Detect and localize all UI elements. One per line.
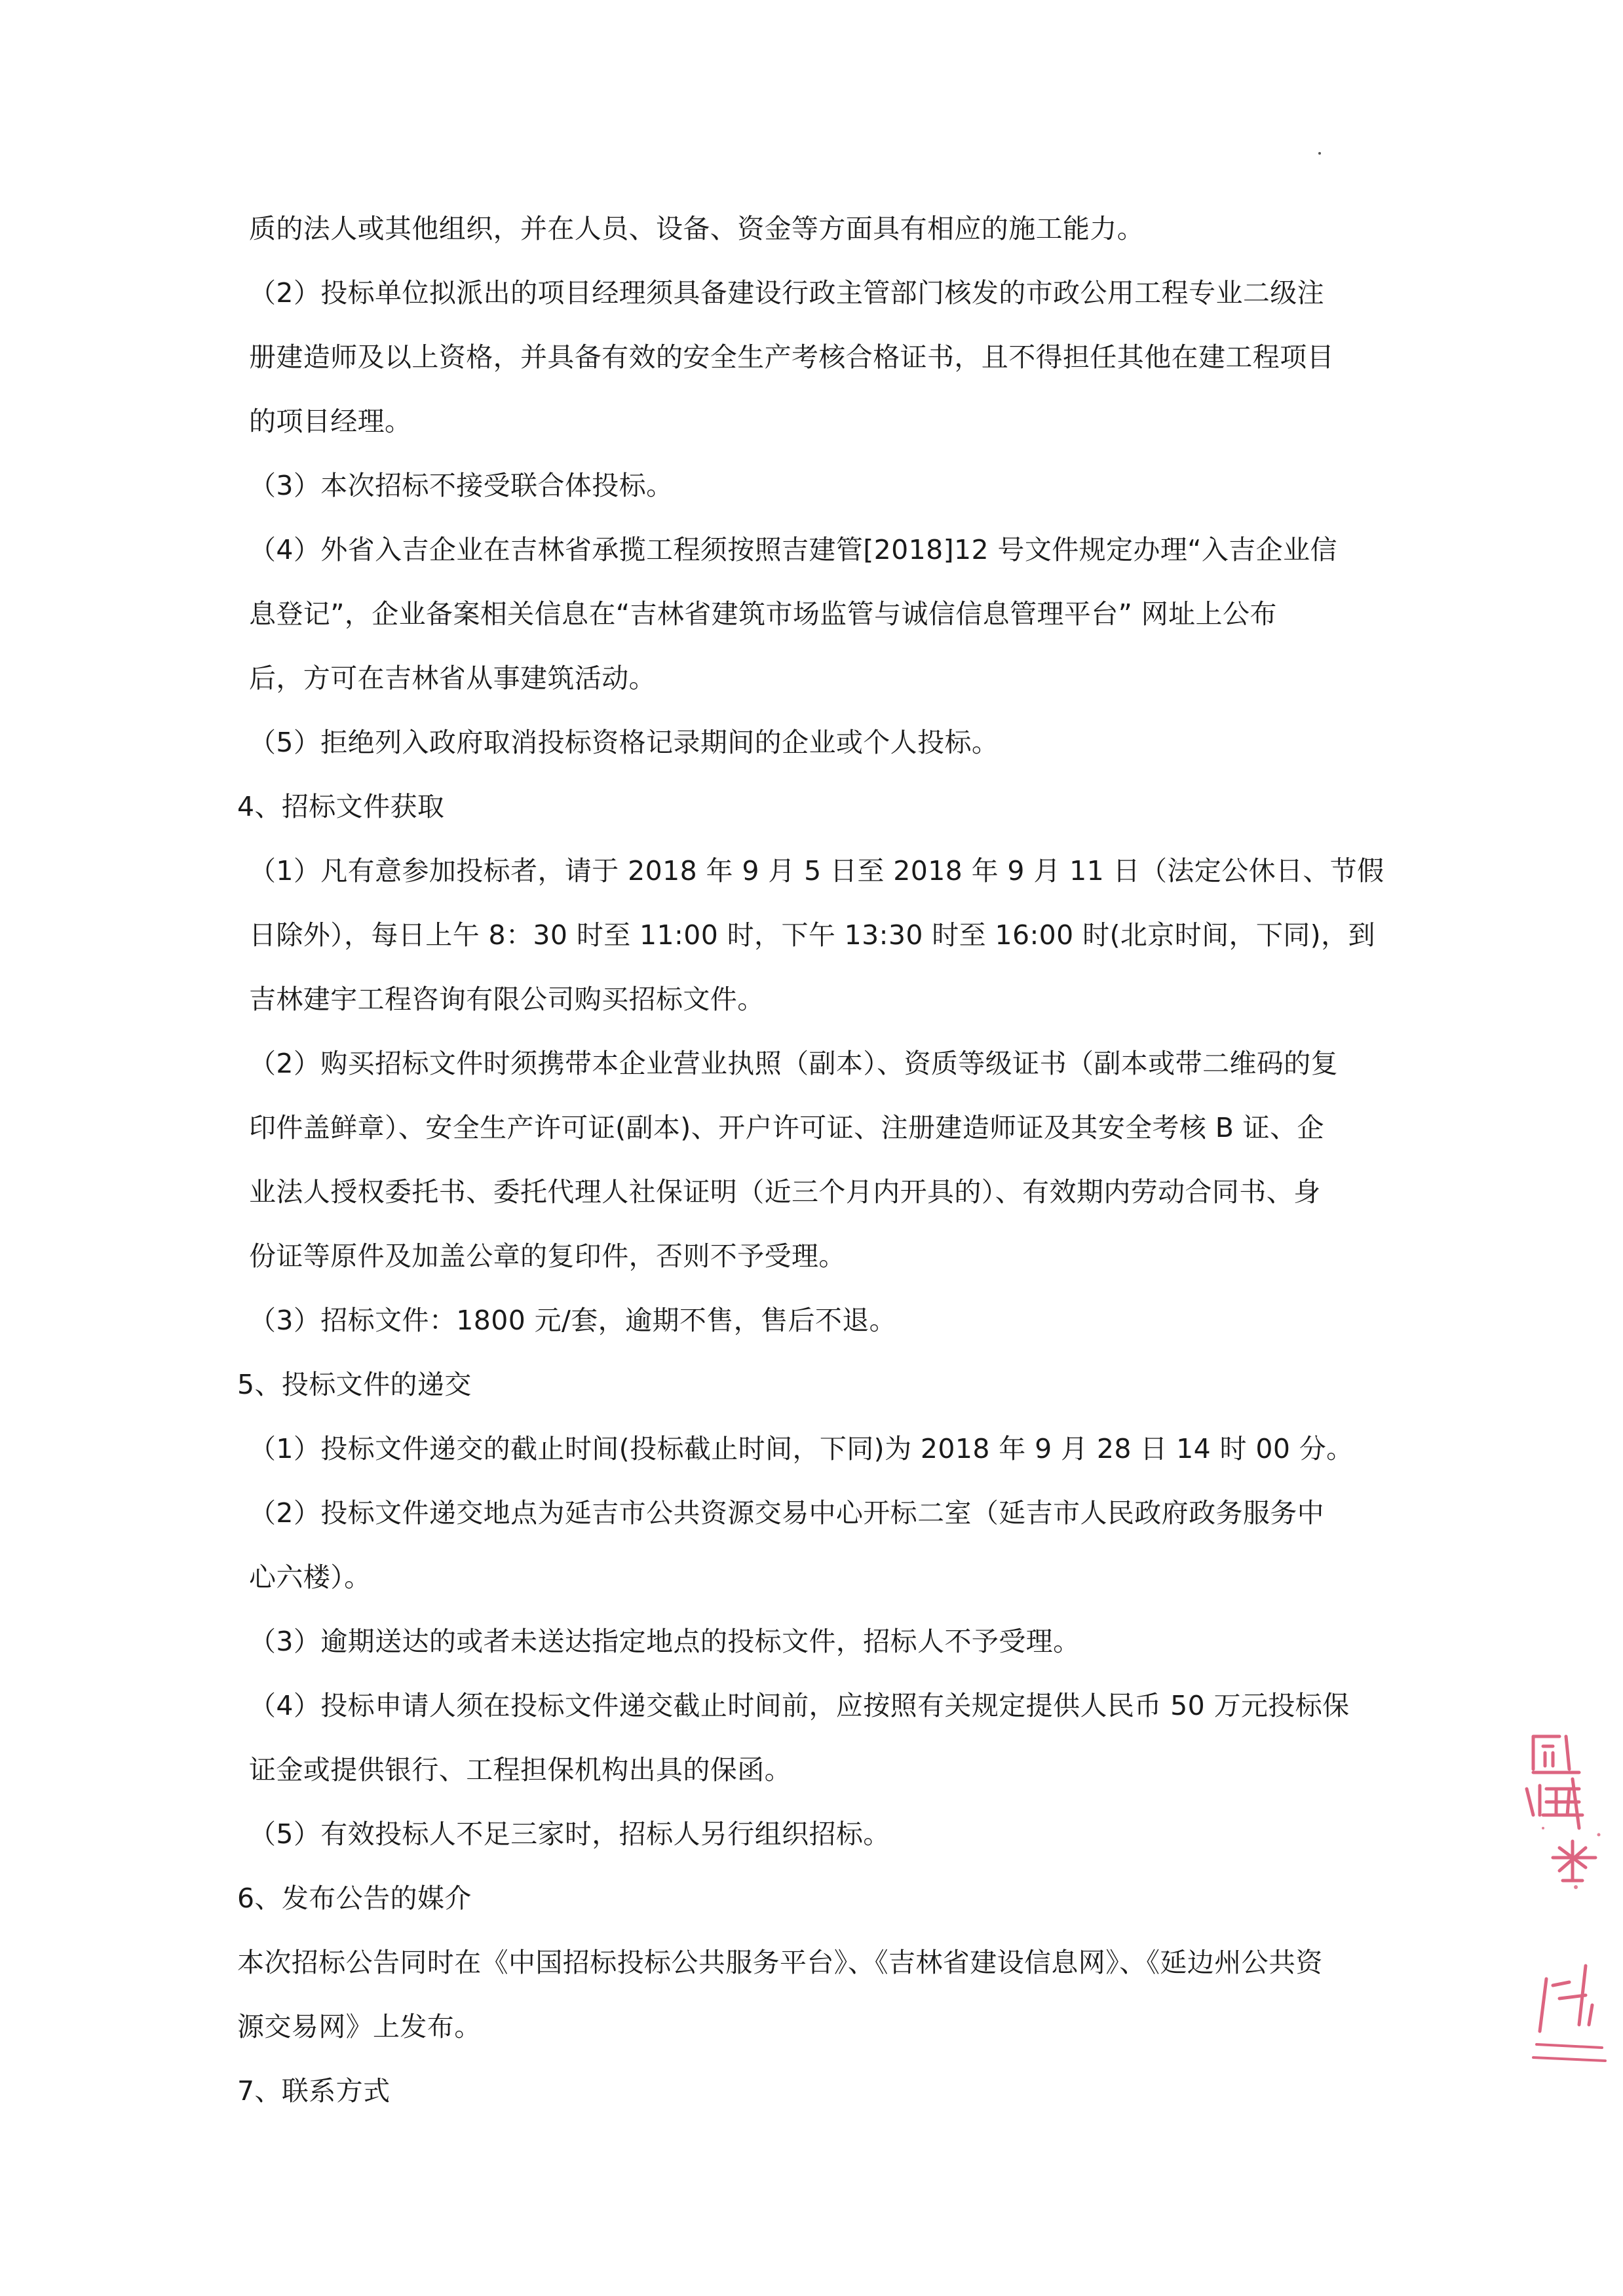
text-line: 源交易网》上发布。 (237, 2011, 482, 2042)
text-line: （3）逾期送达的或者未送达指定地点的投标文件，招标人不予受理。 (249, 1626, 1080, 1657)
text-line: （5）有效投标人不足三家时，招标人另行组织招标。 (249, 1818, 890, 1850)
text-line: 份证等原件及加盖公章的复印件，否则不予受理。 (249, 1240, 846, 1272)
text-line: （4）外省入吉企业在吉林省承揽工程须按照吉建管[2018]12 号文件规定办理“入吉企业信 (249, 534, 1337, 565)
section-heading: 6、发布公告的媒介 (237, 1883, 472, 1914)
section-heading: 4、招标文件获取 (237, 791, 445, 822)
text-line: （2）投标文件递交地点为延吉市公共资源交易中心开标二室（延吉市人民政府政务服务中 (249, 1497, 1325, 1529)
section-heading: 7、联系方式 (237, 2075, 391, 2107)
text-line: 后，方可在吉林省从事建筑活动。 (249, 662, 656, 694)
scan-speck (1318, 152, 1321, 155)
text-line: （4）投标申请人须在投标文件递交截止时间前，应按照有关规定提供人民币 50 万元投标保 (249, 1690, 1350, 1721)
text-line: 的项目经理。 (249, 406, 412, 437)
text-line: 质的法人或其他组织，并在人员、设备、资金等方面具有相应的施工能力。 (249, 213, 1145, 244)
text-line: 本次招标公告同时在《中国招标投标公共服务平台》、《吉林省建设信息网》、《延边州公共资 (237, 1947, 1323, 1978)
document-body (237, 197, 1384, 2123)
text-line: （3）本次招标不接受联合体投标。 (249, 470, 674, 501)
text-line: 册建造师及以上资格，并具备有效的安全生产考核合格证书，且不得担任其他在建工程项目 (249, 341, 1334, 373)
text-line: 息登记”，企业备案相关信息在“吉林省建筑市场监管与诚信信息管理平台” 网址上公布 (249, 598, 1277, 630)
text-line: 印件盖鲜章）、安全生产许可证(副本)、开户许可证、注册建造师证及其安全考核 B 证、企 (249, 1112, 1324, 1143)
text-line: （1）凡有意参加投标者，请于 2018 年 9 月 5 日至 2018 年 9 月 11 日（法定公休日、节假 (249, 855, 1384, 887)
text-line: （5）拒绝列入政府取消投标资格记录期间的企业或个人投标。 (249, 727, 999, 758)
text-line: （2）投标单位拟派出的项目经理须具备建设行政主管部门核发的市政公用工程专业二级注 (249, 277, 1325, 309)
text-line: 业法人授权委托书、委托代理人社保证明（近三个月内开具的）、有效期内劳动合同书、身 (249, 1176, 1321, 1208)
text-line: 日除外），每日上午 8：30 时至 11:00 时，下午 13:30 时至 16:00 时(北京时间，下同)，到 (249, 919, 1375, 951)
text-line: （1）投标文件递交的截止时间(投标截止时间，下同)为 2018 年 9 月 28 日 14 时 00 分。 (249, 1433, 1354, 1464)
text-line: 心六楼）。 (249, 1561, 372, 1593)
section-heading: 5、投标文件的递交 (237, 1369, 472, 1400)
text-line: （2）购买招标文件时须携带本企业营业执照（副本）、资质等级证书（副本或带二维码的复 (249, 1048, 1338, 1079)
text-line: 吉林建宇工程咨询有限公司购买招标文件。 (249, 984, 765, 1015)
text-line: （3）招标文件：1800 元/套，逾期不售，售后不退。 (249, 1305, 897, 1336)
seal-stamp-icon (1507, 1717, 1618, 2084)
text-line: 证金或提供银行、工程担保机构出具的保函。 (249, 1754, 792, 1786)
